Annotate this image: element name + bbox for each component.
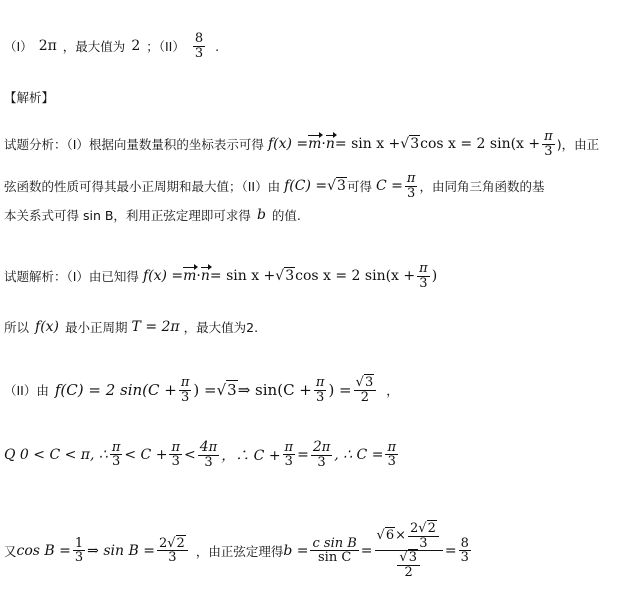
b-big-fraction: √6 × $\frac{2√2}{3}$ $\frac{√3}{2}$: [375, 522, 443, 580]
cos-pre: 又: [4, 543, 17, 559]
analysis-sqrt3-b: √3: [327, 178, 346, 195]
ineq-eq: =: [297, 446, 309, 463]
analysis-C: C =: [375, 178, 403, 195]
ineq-mid: < C +: [124, 446, 168, 463]
sinB-fraction: $\frac{2√2}{3}$: [157, 537, 188, 565]
ineq-lt: <: [184, 446, 196, 463]
cos-implies: ⇒ sin B =: [87, 542, 155, 559]
analysis-pi-over-3: $\frac{\pi}{3}$: [544, 129, 553, 159]
solution-vector-m: m: [183, 268, 197, 285]
part2-sqrt3-over-2: $\frac{√3}{2}$: [354, 376, 377, 404]
analysis-line-3: [4, 206, 301, 224]
cos-1-over-3: $\frac{1}{3}$: [74, 535, 84, 566]
analysis-line2-tail: ，由同角三角函数的基: [419, 179, 545, 195]
analysis-fC: f(C) =: [284, 178, 328, 195]
vector-n: n: [325, 136, 335, 153]
analysis-cosx: cos x = 2 sin(x +: [420, 136, 541, 153]
solution-sinx: = sin x +: [209, 268, 276, 285]
analysis-line2-text: 弦函数的性质可得其最小正周期和最大值；（II）由: [4, 179, 281, 195]
part2-eq2: ) =: [328, 381, 352, 400]
answer-value1: 2π: [38, 38, 57, 55]
ineq-Q: Q 0 < C < π, ∴: [4, 446, 108, 463]
solution-vector-n: n: [200, 268, 210, 285]
analysis-b: b: [256, 207, 266, 223]
analysis-tail: )，由正: [556, 137, 600, 153]
b-eq2: =: [444, 542, 457, 559]
cos-mid: ，由正弦定理得: [195, 543, 284, 559]
part2-expr: f(C) = 2 sin(C +: [54, 381, 177, 400]
ineq-pi-over-3-c: $\frac{\pi}{3}$: [284, 439, 294, 470]
analysis-sqrt3: √3: [400, 136, 420, 153]
solution-label: 试题解析：（I）由已知得: [4, 269, 139, 285]
analysis-line2-mid: 可得: [346, 179, 372, 195]
solution-line-1: 试题解析：（I）由已知得 f(x) = m · n = sin x + √3 cos x = 2 sin(x + $\frac{\pi}{3}$ ): [4, 261, 438, 291]
analysis-sinx: = sin x +: [334, 136, 401, 153]
solution-cosx: cos x = 2 sin(x +: [295, 268, 416, 285]
ineq-C-pi-over-3: $\frac{\pi}{3}$: [387, 439, 396, 470]
period-tail: ，最大值为2.: [183, 320, 259, 335]
part2-label: （II）由: [4, 383, 49, 399]
part2-eq: ) =: [193, 381, 217, 400]
ineq-2pi-over-3: $\frac{2\pi}{3}$: [312, 439, 331, 470]
period-line: [4, 318, 258, 336]
analysis-line-2: [4, 172, 544, 200]
solution-fx: f(x) =: [142, 268, 184, 285]
answer-fraction: $\frac{8}{3}$: [194, 31, 204, 61]
period-pre: 所以: [4, 320, 30, 335]
analysis-C-fraction: $\frac{\pi}{3}$: [406, 171, 416, 201]
period-fx: f(x): [35, 319, 60, 335]
part2-sqrt3: √3: [216, 381, 237, 400]
answer-sep1: ，最大值为: [62, 39, 126, 55]
solution-pi-over-3: $\frac{\pi}{3}$: [419, 261, 428, 291]
part2-line: [4, 376, 399, 404]
section-header: 【解析】: [4, 90, 55, 105]
b-expr: b =: [283, 542, 309, 559]
part2-pi-over-3: $\frac{\pi}{3}$: [180, 375, 190, 405]
part2-pi-over-3-b: $\frac{\pi}{3}$: [315, 375, 325, 405]
ineq-then2: , ∴ C =: [334, 446, 384, 463]
ineq-4pi-over-3: $\frac{4\pi}{3}$: [199, 439, 218, 470]
b-result: $\frac{8}{3}$: [460, 535, 469, 566]
answer-part1: （I）: [4, 39, 33, 55]
solution-sqrt3: √3: [275, 268, 295, 285]
cos-expr: cos B =: [16, 542, 71, 559]
period-T: T = 2π: [131, 319, 180, 335]
ineq-pi-over-3-a: $\frac{\pi}{3}$: [111, 439, 121, 470]
ineq-then: ，∴ C +: [221, 447, 281, 464]
part2-implies: ⇒ sin(C +: [237, 381, 312, 400]
csinB-over-sinC: $\frac{\text{c sin B}}{\text{sin C}}$: [312, 535, 357, 566]
analysis-line3-tail: 的值.: [271, 208, 301, 223]
analysis-line-1: 试题分析：（I）根据向量数量积的坐标表示可得 f(x) = m · n = sin x + √3 cos x = 2 sin(x + $\frac{\pi}{3}$ )，由正: [4, 129, 600, 159]
answer-max: 2: [131, 38, 141, 55]
period-mid: 最小正周期: [65, 320, 128, 335]
analysis-fx: f(x) =: [267, 136, 309, 153]
answer-sep2: ；（II）: [146, 39, 185, 55]
inequality-line: [4, 440, 400, 469]
analysis-line3-text: 本关系式可得 sin B，利用正弦定理即可求得: [4, 208, 251, 223]
cosB-line: [4, 522, 473, 580]
answer-end: .: [215, 38, 220, 54]
ineq-pi-over-3-b: $\frac{\pi}{3}$: [171, 439, 180, 470]
answer-line: [4, 32, 219, 60]
solution-tail: ): [431, 268, 438, 285]
vector-m: m: [308, 136, 322, 153]
part2-tail: ，: [386, 383, 399, 399]
analysis-label: 试题分析：（I）根据向量数量积的坐标表示可得: [4, 137, 264, 153]
b-eq1: =: [360, 542, 373, 559]
